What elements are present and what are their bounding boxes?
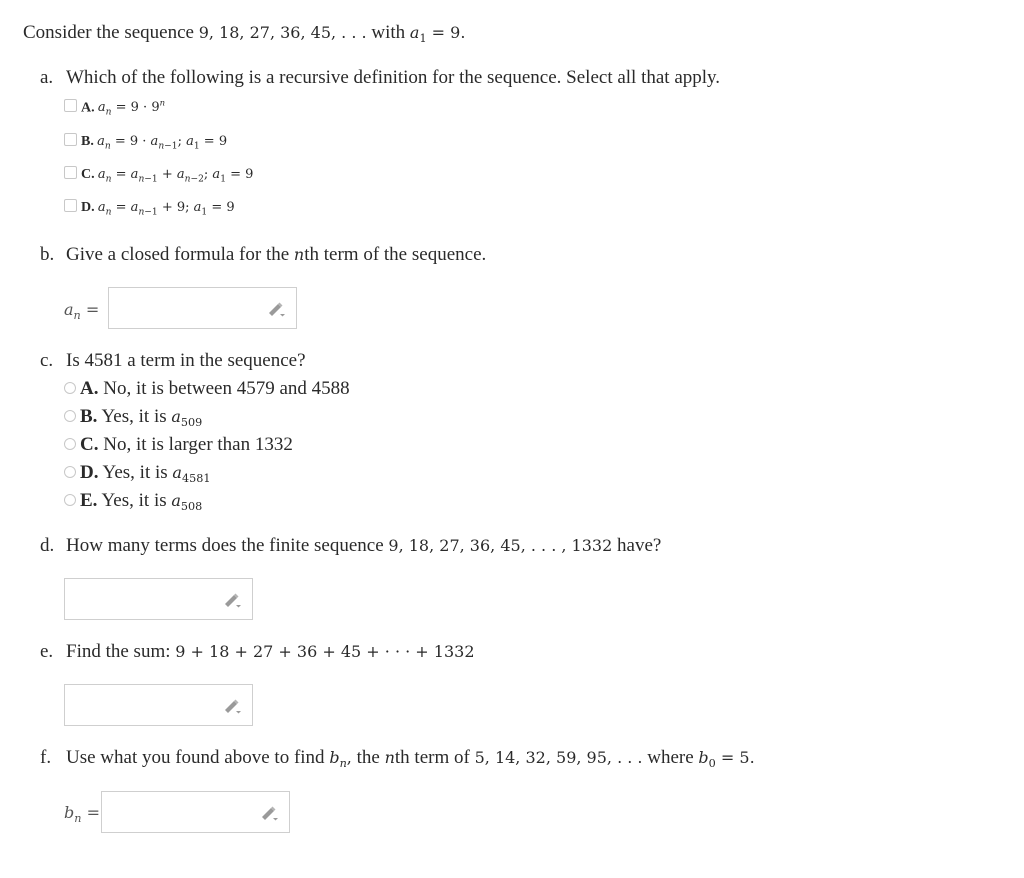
part-f-b0-var: b [698, 748, 709, 767]
option-text: No, it is larger than 1332 [103, 434, 293, 455]
part-c-question [40, 350, 306, 372]
part-d-letter: d. [40, 535, 55, 556]
part-a-letter: a. [40, 67, 54, 88]
part-b-letter: b. [40, 244, 55, 265]
part-a-option-d[interactable]: D. $a_n = a_{n-1} + 9$; $a_1 = 9$ [64, 199, 235, 218]
option-sub: 4581 [181, 472, 211, 486]
part-b-text-post: th term of the sequence. [304, 244, 487, 265]
lhs-var: b [64, 803, 75, 822]
part-a-option-a[interactable]: A. $a_n = 9 \cdot 9^n$ [64, 98, 165, 118]
pencil-icon[interactable] [222, 696, 242, 714]
pencil-icon[interactable] [259, 803, 279, 821]
option-label: C. [80, 434, 99, 455]
part-f-letter: f. [40, 747, 52, 768]
radio-button[interactable] [64, 494, 76, 506]
checkbox[interactable] [64, 133, 77, 146]
part-c-option-e[interactable] [64, 490, 202, 513]
option-label: E. [80, 490, 98, 511]
part-e-letter: e. [40, 641, 54, 662]
checkbox[interactable] [64, 166, 77, 179]
option-var: a [172, 463, 182, 482]
part-f-b0-sub: 0 [708, 757, 716, 771]
part-d-text-pre: How many terms does the finite sequence [66, 535, 384, 556]
intro-line [23, 22, 465, 45]
option-text: Yes, it is [101, 490, 167, 511]
radio-button[interactable] [64, 410, 76, 422]
part-d-sequence: 9, 18, 27, 36, 45, . . . , 1332 [388, 536, 613, 555]
part-e-sum: 9 + 18 + 27 + 36 + 45 + · · · + 1332 [175, 642, 475, 661]
part-a-text: Which of the following is a recursive definition for the sequence. Select all that apply. [66, 67, 721, 88]
part-f-where: where [647, 747, 694, 768]
option-sub: 509 [180, 416, 203, 430]
part-d-answer-input[interactable] [64, 578, 253, 620]
option-label: C. [81, 167, 95, 182]
part-c-option-b[interactable] [64, 406, 202, 429]
part-f-text-mid2: th term of [394, 747, 470, 768]
part-e-text-pre: Find the sum: [66, 641, 171, 662]
part-f-b0-value: = 5. [720, 748, 755, 767]
part-c-text: Is 4581 a term in the sequence? [66, 350, 306, 371]
option-text: Yes, it is [101, 406, 167, 427]
part-f-lhs [64, 803, 100, 825]
part-d-question [40, 535, 661, 557]
option-label: B. [80, 406, 98, 427]
option-text: No, it is between 4579 and 4588 [103, 378, 350, 399]
part-c-option-c[interactable] [64, 434, 293, 456]
part-f-question [40, 747, 755, 770]
option-text: Yes, it is [102, 462, 168, 483]
intro-a1-var: a [409, 23, 420, 42]
checkbox[interactable] [64, 99, 77, 112]
part-f-n-var: n [384, 748, 395, 767]
option-label: D. [81, 200, 95, 215]
option-label: D. [80, 462, 99, 483]
part-d-text-post: have? [617, 535, 662, 556]
part-e-question [40, 641, 475, 663]
intro-prefix: Consider the sequence [23, 22, 194, 43]
part-f-sequence: 5, 14, 32, 59, 95, . . . [474, 748, 643, 767]
part-a-option-b[interactable]: B. $a_n = 9 \cdot a_{n-1}$; $a_1 = 9$ [64, 133, 227, 152]
part-a-option-c[interactable]: C. $a_n = a_{n-1} + a_{n-2}$; $a_1 = 9$ [64, 166, 253, 185]
lhs-sub: n [74, 812, 82, 826]
part-c-option-a[interactable] [64, 378, 350, 400]
part-f-b-var: b [329, 748, 340, 767]
option-label: B. [81, 134, 94, 149]
option-label: A. [81, 100, 95, 116]
part-b-n-var: n [293, 245, 305, 264]
radio-button[interactable] [64, 382, 76, 394]
lhs-eq: = [85, 300, 100, 319]
part-f-text-mid: the [356, 747, 380, 768]
intro-with: with [371, 22, 406, 43]
pencil-icon[interactable] [266, 299, 286, 317]
part-f-b-sub: n [339, 757, 347, 771]
option-var: a [171, 491, 181, 510]
intro-a1-sub: 1 [419, 32, 427, 46]
pencil-icon[interactable] [222, 590, 242, 608]
part-b-lhs [64, 300, 99, 322]
part-b-text-pre: Give a closed formula for the [66, 244, 290, 265]
part-c-option-d[interactable] [64, 462, 210, 485]
radio-button[interactable] [64, 438, 76, 450]
part-e-answer-input[interactable] [64, 684, 253, 726]
intro-a1-value: = 9. [431, 23, 466, 42]
intro-sequence: 9, 18, 27, 36, 45, . . . [198, 23, 367, 42]
part-c-letter: c. [40, 350, 54, 371]
lhs-eq: = [86, 803, 100, 822]
checkbox[interactable] [64, 199, 77, 212]
part-b-answer-input[interactable] [108, 287, 297, 329]
lhs-sub: n [73, 309, 81, 323]
part-b-question [40, 244, 486, 266]
radio-button[interactable] [64, 466, 76, 478]
part-f-answer-input[interactable] [101, 791, 290, 833]
part-a-question [40, 67, 720, 89]
part-f-text-pre: Use what you found above to find [66, 747, 325, 768]
option-sub: 508 [180, 500, 203, 514]
lhs-var: a [64, 300, 74, 319]
option-var: a [171, 407, 181, 426]
option-label: A. [80, 378, 99, 399]
part-f-comma: , [346, 748, 352, 767]
